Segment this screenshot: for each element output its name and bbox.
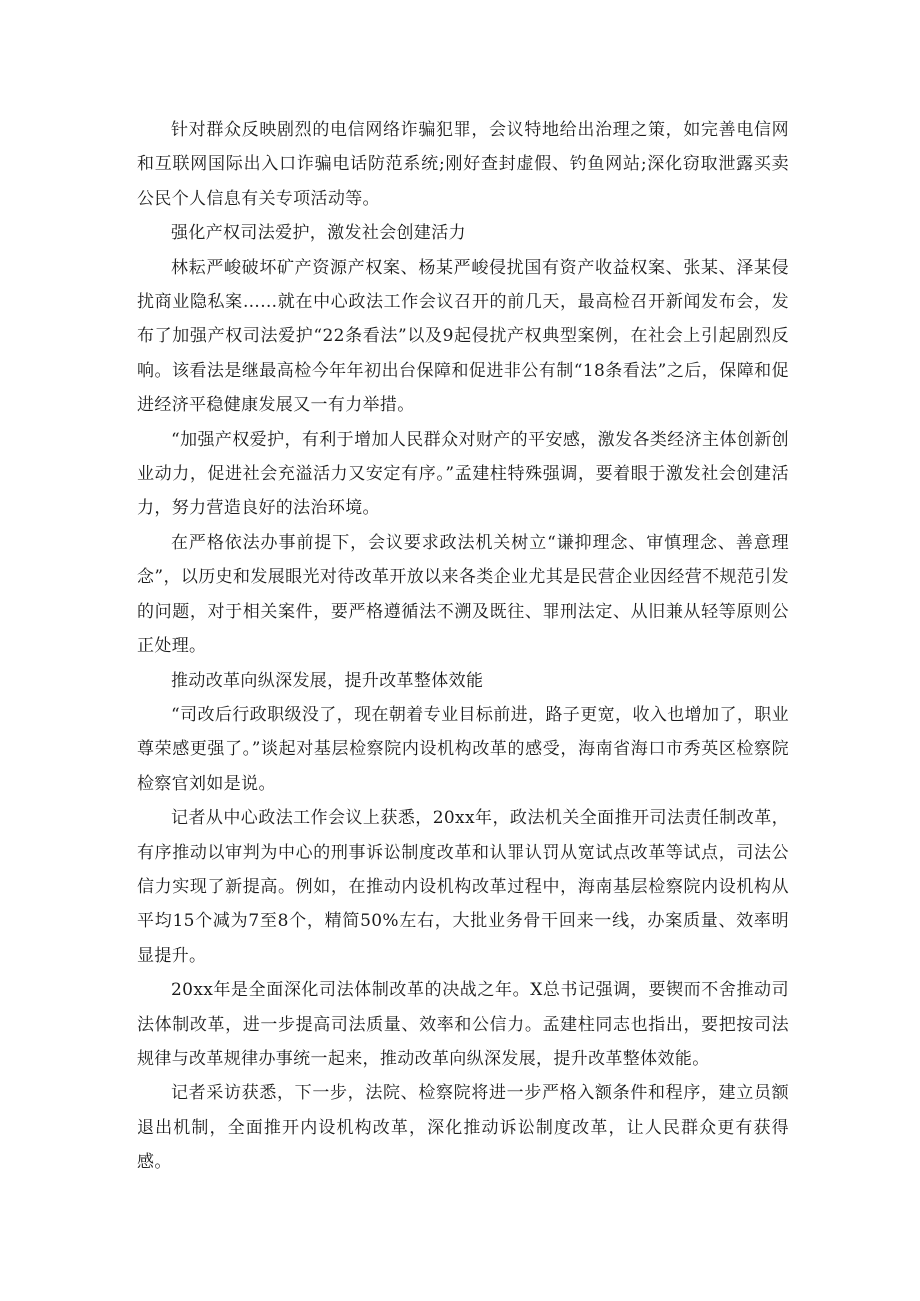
article-body [137, 113, 789, 1180]
paragraph-reform-progress: 记者从中心政法工作会议上获悉，20xx年，政法机关全面推开司法责任制改革，有序推动以审判为中心的刑事诉讼制度改革和认罪认罚从宽试点改革等试点，司法公信力实现了新提高。例如，在推动内设机构改革过程中，海南基层检察院内设机构从平均15个减为7至8个，精简50%左右，大批业务骨干回来一线，办案质量、效率明显提升。 [137, 808, 789, 966]
section-heading-property-rights: 强化产权司法爱护，激发社会创建活力 [171, 223, 466, 244]
paragraph-property-cases: 林耘严峻破坏矿产资源产权案、杨某严峻侵扰国有资产收益权案、张某、泽某侵扰商业隐私案……就在中心政法工作会议召开的前几天，最高检召开新闻发布会，发布了加强产权司法爱护“22条看法”以及9起侵扰产权典型案例，在社会上引起剧烈反响。该看法是继最高检今年年初出台保障和促进非公有制“18条看法”之后，保障和促进经济平稳健康发展又一有力举措。 [137, 257, 789, 416]
paragraph-prosecutor-quote: “司改后行政职级没了，现在朝着专业目标前进，路子更宽，收入也增加了，职业尊荣感更强了。”谈起对基层检察院内设机构改革的感受，海南省海口市秀英区检察院检察官刘如是说。 [137, 704, 789, 794]
section-heading-reform: 推动改革向纵深发展，提升改革整体效能 [171, 670, 484, 691]
paragraph-legal-principles: 在严格依法办事前提下，会议要求政法机关树立“谦抑理念、审慎理念、善意理念”，以历史和发展眼光对待改革开放以来各类企业尤其是民营企业因经营不规范引发的问题，对于相关案件，要严格遵循法不溯及既往、罪刑法定、从旧兼从轻等原则公正处理。 [137, 532, 789, 657]
paragraph-property-quote: “加强产权爱护，有利于增加人民群众对财产的平安感，激发各类经济主体创新创业动力，促进社会充溢活力又安定有序。”孟建柱特殊强调，要着眼于激发社会创建活力，努力营造良好的法治环境。 [137, 429, 789, 519]
paragraph-next-steps: 记者采访获悉，下一步，法院、检察院将进一步严格入额条件和程序，建立员额退出机制，全面推开内设机构改革，深化推动诉讼制度改革，让人民群众更有获得感。 [137, 1083, 789, 1173]
paragraph-decisive-year: 20xx年是全面深化司法体制改革的决战之年。X总书记强调，要锲而不舍推动司法体制改革，进一步提高司法质量、效率和公信力。孟建柱同志也指出，要把按司法规律与改革规律办事统一起来，推动改革向纵深发展，提升改革整体效能。 [137, 980, 789, 1069]
paragraph-telecom-fraud: 针对群众反映剧烈的电信网络诈骗犯罪，会议特地给出治理之策，如完善电信网和互联网国际出入口诈骗电话防范系统;刚好查封虚假、钓鱼网站;深化窃取泄露买卖公民个人信息有关专项活动等。 [137, 120, 789, 209]
